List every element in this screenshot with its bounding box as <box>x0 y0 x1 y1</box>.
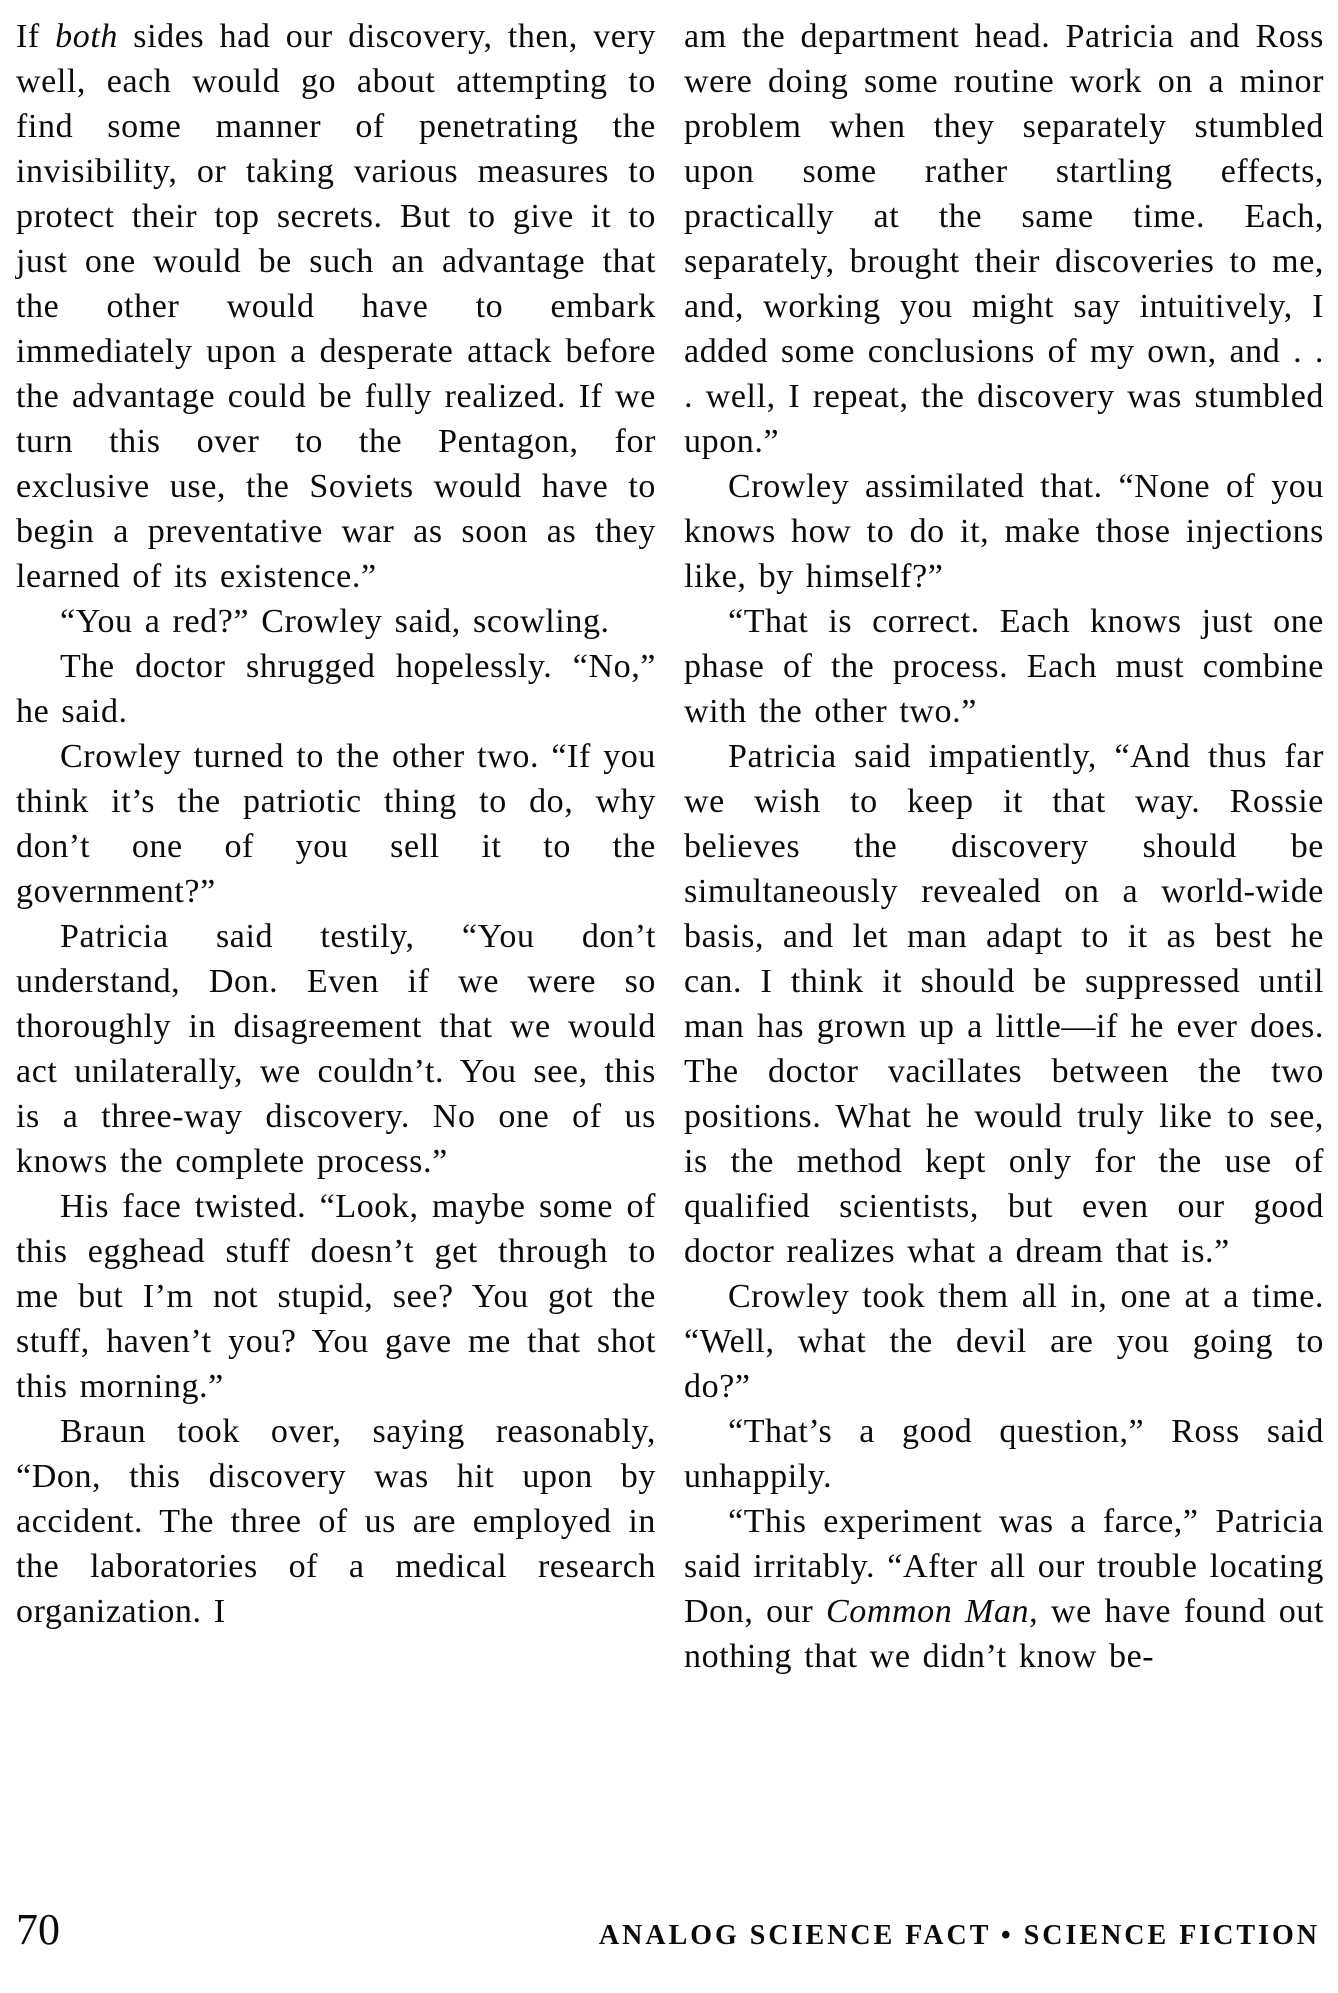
paragraph <box>16 1409 656 1634</box>
paragraph <box>684 14 1324 464</box>
paragraph <box>684 464 1324 599</box>
paragraph <box>16 14 656 599</box>
body-text: Crowley took them all in, one at a time. “Well, what the devil are you going to do?” <box>684 1278 1324 1405</box>
body-text: sides had our discovery, then, very well, each would go about attempting to find some manner of penetrating the invisibility, or taking various measures to protect their top secrets. But to give it to just one would be such an advantage that the other would have to embark immediately upon a desperate attack before the advantage could be fully realized. If we turn this over to the Pentagon, for exclusive use, the Soviets would have to begin a preventative war as soon as they learned of its existence.” <box>16 18 656 595</box>
body-text: Braun took over, saying reasonably, “Don, this discovery was hit upon by accident. The three of us are employed in the laboratories of a medical research organization. I <box>16 1413 656 1630</box>
page-number: 70 <box>16 1905 60 1954</box>
text-columns <box>16 14 1324 1679</box>
body-text: , we have found out nothing that we didn’t know be- <box>684 1593 1324 1675</box>
running-title: ANALOG SCIENCE FACT • SCIENCE FICTION <box>598 1920 1320 1951</box>
column-right <box>684 14 1324 1679</box>
paragraph <box>684 1274 1324 1409</box>
body-text: Crowley assimilated that. “None of you knows how to do it, make those injections like, by himself?” <box>684 468 1324 595</box>
body-text: Patricia said testily, “You don’t understand, Don. Even if we were so thoroughly in disagreement that we would act unilaterally, we couldn’t. You see, this is a three-way discovery. No one of us knows the complete process.” <box>16 918 656 1180</box>
body-text: Patricia said impatiently, “And thus far we wish to keep it that way. Rossie believes the discovery should be simultaneously revealed on a world-wide basis, and let man adapt to it as best he can. I think it should be suppressed until man has grown up a little—if he ever does. The doctor vacillates between the two positions. What he would truly like to see, is the method kept only for the use of qualified scientists, but even our good doctor realizes what a dream that is.” <box>684 738 1324 1270</box>
italic-text: Common Man <box>825 1593 1030 1630</box>
body-text: His face twisted. “Look, maybe some of this egghead stuff doesn’t get through to me but I’m not stupid, see? You got the stuff, haven’t you? You gave me that shot this morning.” <box>16 1188 656 1405</box>
body-text: Crowley turned to the other two. “If you think it’s the patriotic thing to do, why don’t one of you sell it to the government?” <box>16 738 656 910</box>
paragraph <box>16 734 656 914</box>
paragraph <box>16 1184 656 1409</box>
body-text: am the department head. Patricia and Ross were doing some routine work on a minor problem when they separately stumbled upon some rather startling effects, practically at the same time. Each, separately, brought their discoveries to me, and, working you might say intuitively, I added some conclusions of my own, and . . . well, I repeat, the discovery was stumbled upon.” <box>684 18 1324 460</box>
page-footer <box>16 1905 1320 1954</box>
paragraph <box>16 644 656 734</box>
body-text: The doctor shrugged hopelessly. “No,” he said. <box>16 648 656 730</box>
paragraph <box>684 1409 1324 1499</box>
body-text: “That’s a good question,” Ross said unhappily. <box>684 1413 1324 1495</box>
paragraph <box>684 734 1324 1274</box>
paragraph <box>16 914 656 1184</box>
italic-text: both <box>55 18 118 55</box>
body-text: If <box>16 18 56 55</box>
body-text: “That is correct. Each knows just one phase of the process. Each must combine with the other two.” <box>684 603 1324 730</box>
column-left <box>16 14 656 1679</box>
body-text: “You a red?” Crowley said, scowling. <box>60 603 610 640</box>
paragraph <box>684 599 1324 734</box>
body-text: “This experiment was a farce,” Patricia said irritably. “After all our trouble locating Don, our <box>684 1503 1324 1630</box>
paragraph <box>16 599 656 644</box>
paragraph <box>684 1499 1324 1679</box>
